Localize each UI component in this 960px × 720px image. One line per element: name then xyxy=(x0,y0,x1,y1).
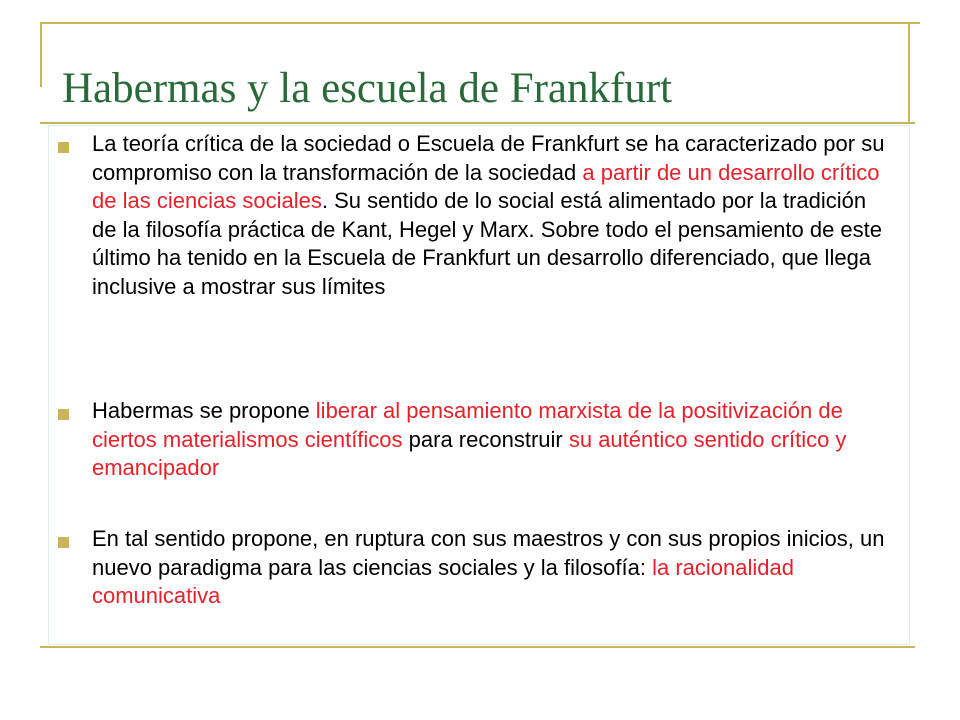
square-bullet-icon xyxy=(58,142,69,153)
highlighted-segment: a partir de un desarrollo crítico de las ciencias sociales xyxy=(92,159,880,213)
top-horizontal-rule xyxy=(40,22,920,24)
highlighted-segment: su auténtico sentido crítico y emancipador xyxy=(92,426,847,480)
bullet-segment: . Su sentido de lo social está alimentado por la tradición de la filosofía práctica de Kant, Hegel y Marx. Sobre todo el pensamiento de este último ha tenido en la Escuela de Frankfurt un desarrollo diferenciado, que llega inclusive a mostrar sus límites xyxy=(92,188,883,299)
square-bullet-icon xyxy=(58,409,69,420)
title-underline-rule xyxy=(40,122,915,124)
bullet-text xyxy=(92,525,892,611)
bullet-segment: Habermas se propone xyxy=(92,398,316,423)
right-vertical-rule xyxy=(908,22,910,122)
bullet-segment: La teoría crítica de la sociedad o Escuela de Frankfurt se ha caracterizado por su compromiso con la transformación de la sociedad xyxy=(92,131,885,185)
bottom-horizontal-rule xyxy=(40,646,915,648)
bullet-text xyxy=(92,397,892,483)
top-vertical-rule xyxy=(40,22,42,87)
bullet-segment: para reconstruir xyxy=(402,426,569,452)
square-bullet-icon xyxy=(58,537,69,548)
bullet-segment: En tal sentido propone, en ruptura con sus maestros y con sus propios inicios, un nuevo paradigma para las ciencias sociales y la filosofía: xyxy=(92,526,885,580)
highlighted-segment: liberar al pensamiento marxista de la positivización de ciertos materialismos científicos xyxy=(92,398,843,452)
highlighted-segment: la racionalidad comunicativa xyxy=(92,554,794,608)
slide-title: Habermas y la escuela de Frankfurt xyxy=(62,65,673,112)
bullet-text xyxy=(92,130,892,301)
